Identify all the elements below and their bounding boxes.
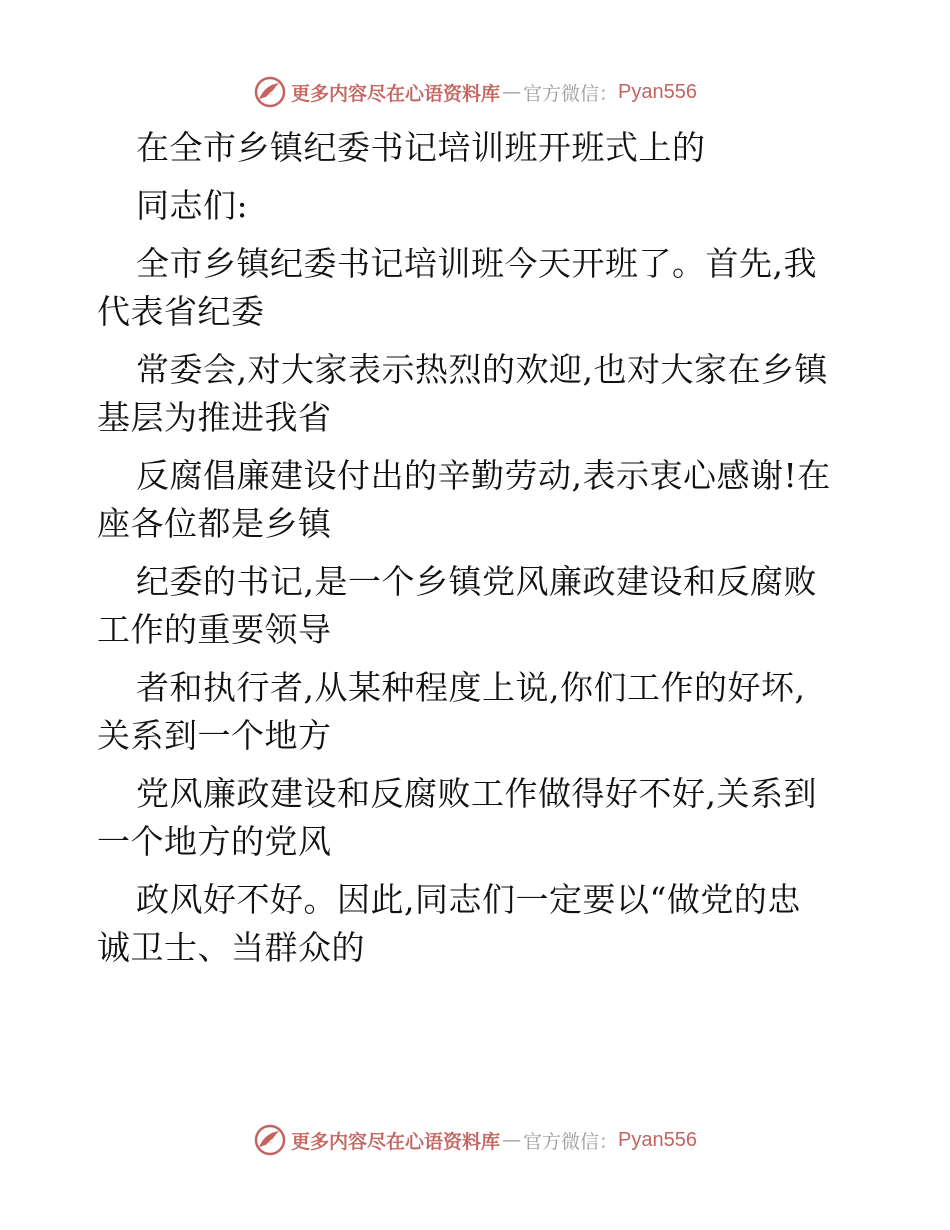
header-separator: — <box>502 81 522 103</box>
paragraph-line: 一个地方的党风 <box>97 822 332 861</box>
pen-logo-icon <box>253 75 287 109</box>
paragraph-line: 基层为推进我省 <box>97 398 332 437</box>
paragraph-line: 代表省纪委 <box>97 292 265 331</box>
paragraph-line: 全市乡镇纪委书记培训班今天开班了。首先,我 <box>136 244 817 283</box>
paragraph-line: 座各位都是乡镇 <box>97 504 332 543</box>
paragraph-line: 纪委的书记,是一个乡镇党风廉政建设和反腐败 <box>136 562 817 601</box>
footer-account-id: Pyan556 <box>618 1128 697 1151</box>
paragraph-line: 反腐倡廉建设付出的辛勤劳动,表示衷心感谢!在 <box>136 456 831 495</box>
paragraph-line: 者和执行者,从某种程度上说,你们工作的好坏, <box>136 668 806 707</box>
footer-banner <box>0 1120 950 1160</box>
paragraph-line: 关系到一个地方 <box>97 716 332 755</box>
paragraph-line: 常委会,对大家表示热烈的欢迎,也对大家在乡镇 <box>136 350 828 389</box>
paragraph-line: 工作的重要领导 <box>97 610 332 649</box>
footer-separator: — <box>502 1129 522 1151</box>
paragraph-line: 政风好不好。因此,同志们一定要以“做党的忠 <box>136 880 801 919</box>
footer-account-label: 官方微信： <box>523 1130 619 1153</box>
header-account-label: 官方微信： <box>523 82 619 105</box>
paragraph-line: 同志们: <box>136 186 249 225</box>
paragraph-line: 在全市乡镇纪委书记培训班开班式上的 <box>136 128 706 167</box>
header-brand-text: 更多内容尽在心语资料库 <box>291 82 501 105</box>
pen-logo-icon <box>253 1123 287 1157</box>
footer-brand-text: 更多内容尽在心语资料库 <box>291 1130 501 1153</box>
header-account-id: Pyan556 <box>618 80 697 103</box>
paragraph-line: 党风廉政建设和反腐败工作做得好不好,关系到 <box>136 774 817 813</box>
header-banner <box>0 72 950 112</box>
paragraph-line: 诚卫士、当群众的 <box>97 928 365 967</box>
document-body <box>97 124 857 972</box>
